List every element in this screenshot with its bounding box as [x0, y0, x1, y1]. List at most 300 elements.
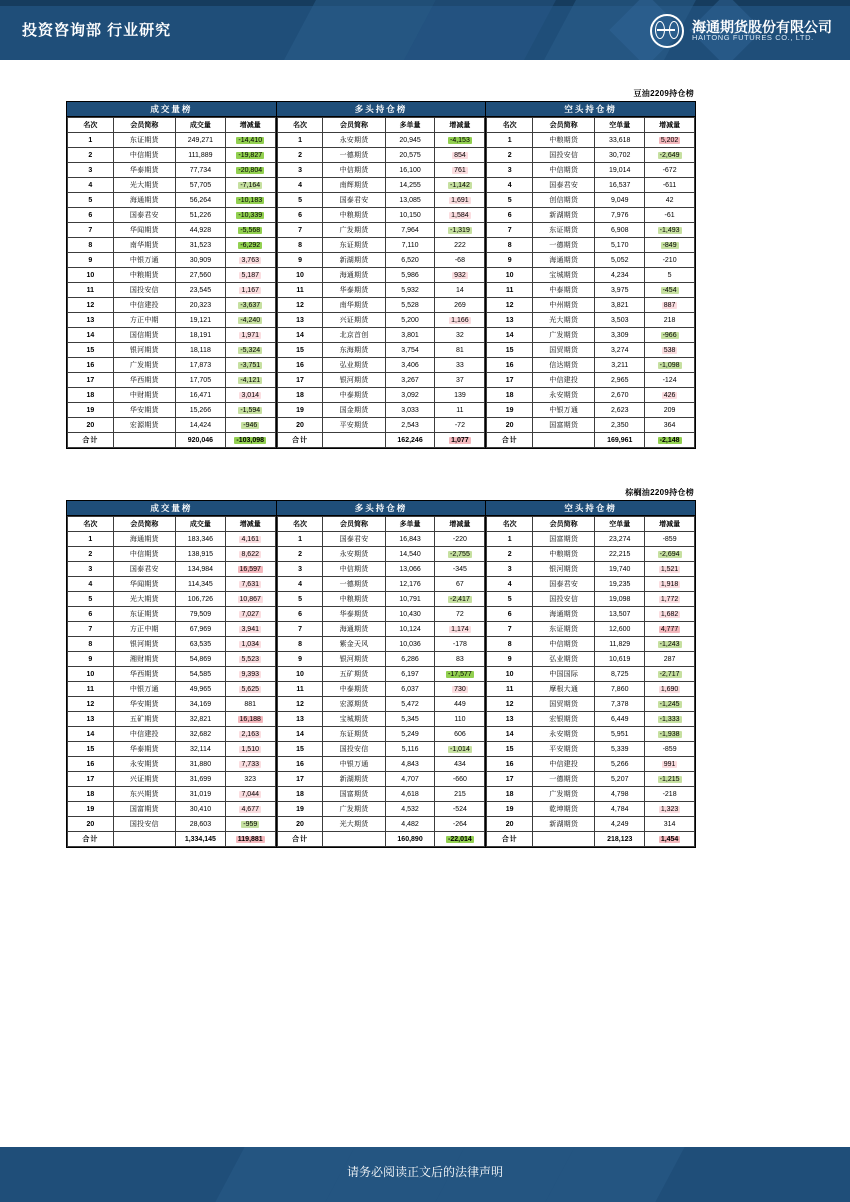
- table-row: [487, 193, 695, 208]
- cell-value: 5,986: [385, 268, 435, 283]
- cell-rank: 13: [487, 313, 533, 328]
- cell-rank: 20: [68, 817, 114, 832]
- cell-rank: 14: [68, 727, 114, 742]
- cell-rank: 10: [487, 667, 533, 682]
- logo-company-en: HAITONG FUTURES CO., LTD.: [692, 33, 814, 43]
- cell-change: 81: [435, 343, 485, 358]
- cell-change: -5,568: [225, 223, 275, 238]
- cell-change: -849: [645, 238, 695, 253]
- cell-total-value: 920,046: [175, 433, 225, 448]
- cell-change: 218: [645, 313, 695, 328]
- cell-member-name: 中粮期货: [533, 133, 595, 148]
- cell-rank: 20: [277, 418, 323, 433]
- cell-rank: 16: [277, 358, 323, 373]
- cell-rank: 7: [68, 223, 114, 238]
- table-row: [277, 328, 485, 343]
- cell-rank: 9: [68, 253, 114, 268]
- cell-rank: 6: [487, 607, 533, 622]
- data-table-short: [486, 117, 695, 448]
- table-row: [277, 238, 485, 253]
- cell-total-change: 1,454: [645, 832, 695, 847]
- table-row: [487, 373, 695, 388]
- cell-change: 16,188: [225, 712, 275, 727]
- cell-total-value: 169,961: [595, 433, 645, 448]
- table-header-row: [487, 118, 695, 133]
- cell-member-name: 国泰君安: [533, 178, 595, 193]
- cell-rank: 12: [277, 298, 323, 313]
- cell-value: 4,482: [385, 817, 435, 832]
- table-row: [68, 787, 276, 802]
- cell-change: -2,694: [645, 547, 695, 562]
- table-row: [277, 802, 485, 817]
- cell-change: 9,393: [225, 667, 275, 682]
- cell-member-name: 国泰君安: [113, 208, 175, 223]
- cell-change: -611: [645, 178, 695, 193]
- cell-rank: 17: [277, 373, 323, 388]
- cell-member-name: 新湖期货: [533, 817, 595, 832]
- table-row: [277, 772, 485, 787]
- cell-change: -524: [435, 802, 485, 817]
- table-row: [487, 712, 695, 727]
- cell-value: 19,121: [175, 313, 225, 328]
- cell-member-name: 乾坤期货: [533, 802, 595, 817]
- cell-value: 5,052: [595, 253, 645, 268]
- cell-value: 2,623: [595, 403, 645, 418]
- cell-change: -220: [435, 532, 485, 547]
- cell-member-name: 银河期货: [113, 343, 175, 358]
- cell-change: 1,167: [225, 283, 275, 298]
- column-header-change: 增减量: [435, 517, 485, 532]
- cell-member-name: 华安期货: [113, 697, 175, 712]
- cell-value: 19,740: [595, 562, 645, 577]
- cell-change: -959: [225, 817, 275, 832]
- cell-rank: 19: [277, 403, 323, 418]
- cell-rank: 18: [277, 388, 323, 403]
- column-header-member: 会员简称: [533, 517, 595, 532]
- data-table-long: [277, 117, 486, 448]
- cell-member-name: 广发期货: [323, 223, 385, 238]
- cell-value: 4,843: [385, 757, 435, 772]
- cell-rank: 3: [277, 562, 323, 577]
- cell-member-name: 东证期货: [323, 727, 385, 742]
- cell-value: 4,707: [385, 772, 435, 787]
- cell-value: 3,406: [385, 358, 435, 373]
- table-row: [487, 403, 695, 418]
- table-row: [277, 283, 485, 298]
- cell-change: 761: [435, 163, 485, 178]
- block-title: 豆油2209持仓榜: [633, 89, 694, 98]
- cell-change: 991: [645, 757, 695, 772]
- table-row: [68, 328, 276, 343]
- cell-rank: 2: [68, 148, 114, 163]
- cell-change: -5,324: [225, 343, 275, 358]
- cell-value: 249,271: [175, 133, 225, 148]
- cell-rank: 5: [487, 193, 533, 208]
- cell-member-name: 中银万通: [533, 403, 595, 418]
- cell-change: -1,243: [645, 637, 695, 652]
- table-row: [277, 727, 485, 742]
- cell-rank: 18: [68, 787, 114, 802]
- table-row: [487, 787, 695, 802]
- table-row: [68, 133, 276, 148]
- table-row: [277, 577, 485, 592]
- cell-change: 1,510: [225, 742, 275, 757]
- cell-value: 5,339: [595, 742, 645, 757]
- cell-rank: 2: [68, 547, 114, 562]
- cell-member-name: 国富期货: [533, 418, 595, 433]
- cell-member-name: 中信期货: [113, 547, 175, 562]
- cell-member-name: 华西期货: [113, 373, 175, 388]
- cell-rank: 7: [487, 622, 533, 637]
- cell-value: 31,019: [175, 787, 225, 802]
- table-row: [487, 742, 695, 757]
- table-row: [277, 697, 485, 712]
- cell-value: 28,603: [175, 817, 225, 832]
- table-row: [277, 547, 485, 562]
- cell-change: 1,174: [435, 622, 485, 637]
- column-header-rank: 名次: [487, 517, 533, 532]
- table-row: [68, 817, 276, 832]
- table-row: [277, 208, 485, 223]
- cell-member-name: 永安期货: [533, 727, 595, 742]
- cell-member-name: 国贸期货: [533, 697, 595, 712]
- cell-total-blank: [113, 433, 175, 448]
- cell-rank: 17: [277, 772, 323, 787]
- cell-member-name: 国投安信: [113, 817, 175, 832]
- cell-rank: 9: [487, 652, 533, 667]
- cell-rank: 1: [277, 133, 323, 148]
- cell-rank: 16: [277, 757, 323, 772]
- cell-rank: 3: [68, 562, 114, 577]
- column-header-member: 会员简称: [323, 517, 385, 532]
- page-footer: [0, 1147, 850, 1202]
- cell-rank: 13: [277, 313, 323, 328]
- cell-rank: 2: [277, 547, 323, 562]
- cell-member-name: 中泰期货: [323, 388, 385, 403]
- cell-member-name: 中信期货: [533, 163, 595, 178]
- cell-change: -124: [645, 373, 695, 388]
- table-row: [487, 592, 695, 607]
- cell-member-name: 银河期货: [323, 652, 385, 667]
- cell-change: 1,918: [645, 577, 695, 592]
- cell-rank: 12: [277, 697, 323, 712]
- cell-change: 83: [435, 652, 485, 667]
- cell-value: 6,197: [385, 667, 435, 682]
- cell-rank: 8: [68, 637, 114, 652]
- panel-volume: [67, 102, 277, 448]
- table-row: [277, 622, 485, 637]
- cell-member-name: 东证期货: [533, 622, 595, 637]
- cell-member-name: 中信建投: [113, 298, 175, 313]
- cell-rank: 3: [487, 163, 533, 178]
- table-row: [487, 163, 695, 178]
- cell-total-label: 合计: [68, 433, 114, 448]
- table-row: [68, 313, 276, 328]
- table-header-row: [487, 517, 695, 532]
- cell-value: 20,945: [385, 133, 435, 148]
- table-total-row: [277, 433, 485, 448]
- cell-member-name: 中银万通: [113, 682, 175, 697]
- cell-rank: 15: [68, 742, 114, 757]
- cell-member-name: 东证期货: [533, 223, 595, 238]
- column-header-change: 增减量: [225, 118, 275, 133]
- cell-value: 3,754: [385, 343, 435, 358]
- cell-rank: 19: [487, 403, 533, 418]
- cell-value: 6,908: [595, 223, 645, 238]
- cell-member-name: 方正中期: [113, 622, 175, 637]
- cell-change: -178: [435, 637, 485, 652]
- table-row: [68, 343, 276, 358]
- table-row: [277, 178, 485, 193]
- column-header-value: 空单量: [595, 517, 645, 532]
- cell-change: 364: [645, 418, 695, 433]
- table-row: [68, 607, 276, 622]
- cell-change: 5: [645, 268, 695, 283]
- cell-change: -61: [645, 208, 695, 223]
- column-header-member: 会员简称: [533, 118, 595, 133]
- table-row: [68, 253, 276, 268]
- cell-change: 1,691: [435, 193, 485, 208]
- cell-member-name: 弘业期货: [533, 652, 595, 667]
- cell-member-name: 中粮期货: [533, 547, 595, 562]
- cell-rank: 20: [68, 418, 114, 433]
- panel-header-volume: 成交量榜: [67, 501, 276, 516]
- table-total-row: [487, 832, 695, 847]
- cell-member-name: 中信期货: [533, 637, 595, 652]
- cell-member-name: 国投安信: [113, 283, 175, 298]
- cell-value: 7,964: [385, 223, 435, 238]
- table-row: [68, 223, 276, 238]
- cell-change: 16,597: [225, 562, 275, 577]
- table-row: [487, 208, 695, 223]
- cell-rank: 15: [277, 343, 323, 358]
- column-header-rank: 名次: [68, 118, 114, 133]
- cell-rank: 9: [277, 652, 323, 667]
- cell-member-name: 广发期货: [533, 787, 595, 802]
- cell-value: 14,255: [385, 178, 435, 193]
- table-row: [487, 268, 695, 283]
- cell-member-name: 中信期货: [113, 148, 175, 163]
- cell-change: 606: [435, 727, 485, 742]
- column-header-rank: 名次: [277, 517, 323, 532]
- cell-member-name: 国泰君安: [113, 562, 175, 577]
- cell-change: -1,493: [645, 223, 695, 238]
- table-row: [487, 238, 695, 253]
- cell-change: 32: [435, 328, 485, 343]
- cell-total-blank: [323, 433, 385, 448]
- cell-value: 12,600: [595, 622, 645, 637]
- table-total-row: [487, 433, 695, 448]
- cell-change: 730: [435, 682, 485, 697]
- cell-rank: 12: [68, 697, 114, 712]
- cell-rank: 3: [487, 562, 533, 577]
- cell-value: 17,705: [175, 373, 225, 388]
- cell-change: -20,804: [225, 163, 275, 178]
- tri-panel-table: [66, 500, 696, 848]
- cell-rank: 5: [68, 193, 114, 208]
- cell-change: -672: [645, 163, 695, 178]
- cell-member-name: 五矿期货: [323, 667, 385, 682]
- cell-change: -72: [435, 418, 485, 433]
- cell-value: 134,984: [175, 562, 225, 577]
- cell-rank: 15: [68, 343, 114, 358]
- cell-change: 37: [435, 373, 485, 388]
- table-row: [277, 817, 485, 832]
- column-header-change: 增减量: [645, 118, 695, 133]
- cell-value: 10,430: [385, 607, 435, 622]
- haitong-logo-icon: [650, 14, 684, 48]
- cell-rank: 11: [277, 682, 323, 697]
- table-row: [68, 238, 276, 253]
- cell-value: 32,821: [175, 712, 225, 727]
- cell-value: 31,523: [175, 238, 225, 253]
- cell-rank: 5: [68, 592, 114, 607]
- table-row: [68, 637, 276, 652]
- cell-value: 183,346: [175, 532, 225, 547]
- cell-rank: 18: [68, 388, 114, 403]
- column-header-value: 多单量: [385, 118, 435, 133]
- cell-change: 110: [435, 712, 485, 727]
- cell-value: 32,682: [175, 727, 225, 742]
- cell-rank: 4: [487, 178, 533, 193]
- cell-change: 72: [435, 607, 485, 622]
- table-row: [277, 133, 485, 148]
- cell-member-name: 宏银期货: [533, 712, 595, 727]
- cell-value: 19,235: [595, 577, 645, 592]
- table-row: [487, 178, 695, 193]
- table-row: [487, 532, 695, 547]
- cell-member-name: 华泰期货: [113, 742, 175, 757]
- page-title: 投资咨询部 行业研究: [22, 22, 172, 39]
- cell-value: 3,211: [595, 358, 645, 373]
- cell-member-name: 永安期货: [113, 757, 175, 772]
- cell-rank: 19: [277, 802, 323, 817]
- table-row: [487, 802, 695, 817]
- cell-member-name: 南华期货: [113, 238, 175, 253]
- cell-member-name: 宝城期货: [533, 268, 595, 283]
- cell-rank: 4: [68, 577, 114, 592]
- cell-value: 6,286: [385, 652, 435, 667]
- cell-value: 3,503: [595, 313, 645, 328]
- cell-change: -2,649: [645, 148, 695, 163]
- table-total-row: [68, 433, 276, 448]
- cell-value: 106,726: [175, 592, 225, 607]
- cell-value: 3,274: [595, 343, 645, 358]
- table-row: [487, 298, 695, 313]
- cell-rank: 17: [487, 772, 533, 787]
- cell-change: -1,333: [645, 712, 695, 727]
- cell-change: -68: [435, 253, 485, 268]
- table-row: [68, 163, 276, 178]
- cell-total-label: 合计: [487, 433, 533, 448]
- cell-rank: 11: [68, 682, 114, 697]
- panel-header-short: 空头持仓榜: [486, 501, 695, 516]
- cell-rank: 1: [487, 532, 533, 547]
- cell-total-label: 合计: [487, 832, 533, 847]
- cell-change: -946: [225, 418, 275, 433]
- cell-value: 12,176: [385, 577, 435, 592]
- cell-member-name: 银河期货: [113, 637, 175, 652]
- cell-member-name: 东证期货: [323, 238, 385, 253]
- table-row: [68, 562, 276, 577]
- cell-value: 5,170: [595, 238, 645, 253]
- cell-change: 5,187: [225, 268, 275, 283]
- cell-value: 13,507: [595, 607, 645, 622]
- cell-change: 2,163: [225, 727, 275, 742]
- cell-member-name: 国信期货: [113, 328, 175, 343]
- cell-rank: 10: [68, 667, 114, 682]
- cell-value: 7,860: [595, 682, 645, 697]
- cell-member-name: 一德期货: [323, 148, 385, 163]
- cell-rank: 3: [68, 163, 114, 178]
- cell-change: 7,027: [225, 607, 275, 622]
- cell-member-name: 国富期货: [323, 787, 385, 802]
- cell-rank: 14: [277, 328, 323, 343]
- cell-value: 54,869: [175, 652, 225, 667]
- cell-rank: 7: [487, 223, 533, 238]
- cell-value: 44,928: [175, 223, 225, 238]
- table-row: [277, 607, 485, 622]
- cell-value: 3,821: [595, 298, 645, 313]
- cell-member-name: 北京首创: [323, 328, 385, 343]
- cell-member-name: 兴证期货: [323, 313, 385, 328]
- cell-rank: 19: [68, 802, 114, 817]
- cell-change: 222: [435, 238, 485, 253]
- table-row: [277, 313, 485, 328]
- cell-change: 3,763: [225, 253, 275, 268]
- cell-rank: 19: [68, 403, 114, 418]
- table-row: [68, 682, 276, 697]
- cell-value: 5,200: [385, 313, 435, 328]
- table-row: [277, 532, 485, 547]
- cell-value: 4,618: [385, 787, 435, 802]
- cell-member-name: 中信期货: [323, 562, 385, 577]
- table-header-row: [277, 517, 485, 532]
- cell-value: 7,378: [595, 697, 645, 712]
- cell-change: 287: [645, 652, 695, 667]
- cell-value: 49,965: [175, 682, 225, 697]
- column-header-change: 增减量: [645, 517, 695, 532]
- cell-value: 6,449: [595, 712, 645, 727]
- table-row: [68, 697, 276, 712]
- cell-value: 30,702: [595, 148, 645, 163]
- column-header-rank: 名次: [277, 118, 323, 133]
- cell-member-name: 海通期货: [323, 268, 385, 283]
- cell-value: 14,424: [175, 418, 225, 433]
- cell-member-name: 光大期货: [113, 178, 175, 193]
- cell-member-name: 永安期货: [323, 133, 385, 148]
- cell-rank: 13: [277, 712, 323, 727]
- cell-change: -345: [435, 562, 485, 577]
- cell-value: 22,215: [595, 547, 645, 562]
- cell-value: 5,528: [385, 298, 435, 313]
- cell-value: 5,951: [595, 727, 645, 742]
- cell-change: -210: [645, 253, 695, 268]
- cell-change: 215: [435, 787, 485, 802]
- cell-rank: 16: [68, 358, 114, 373]
- cell-rank: 6: [68, 208, 114, 223]
- table-row: [277, 712, 485, 727]
- cell-value: 19,014: [595, 163, 645, 178]
- cell-value: 54,585: [175, 667, 225, 682]
- cell-member-name: 国泰君安: [533, 577, 595, 592]
- cell-member-name: 华西期货: [113, 667, 175, 682]
- table-row: [487, 727, 695, 742]
- cell-member-name: 创信期货: [533, 193, 595, 208]
- cell-change: -1,014: [435, 742, 485, 757]
- table-row: [277, 388, 485, 403]
- cell-member-name: 中银万通: [113, 253, 175, 268]
